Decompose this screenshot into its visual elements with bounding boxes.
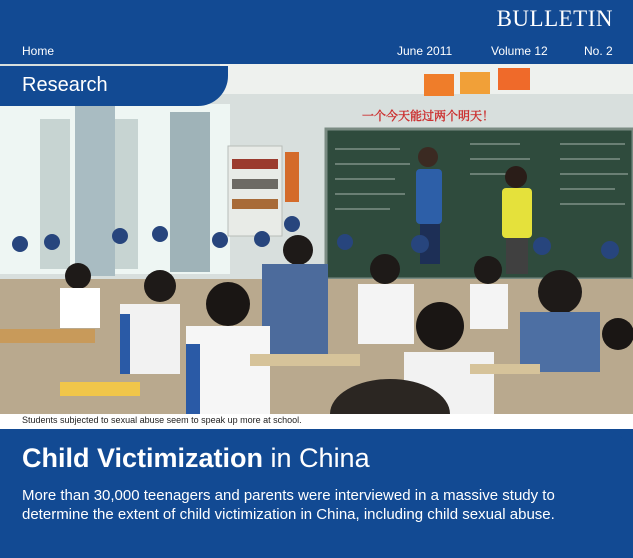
- section-label: Research: [22, 74, 108, 96]
- classroom-illustration: [0, 64, 633, 414]
- issue-volume: Volume 12: [491, 44, 548, 58]
- classroom-banner: 一个今天能过两个明天！: [362, 109, 495, 123]
- article-intro: [0, 429, 633, 558]
- issue-number: No. 2: [584, 44, 613, 58]
- article-title-bold: Child Victimization: [22, 443, 264, 473]
- masthead: [0, 0, 633, 70]
- issue-date: June 2011: [397, 44, 453, 58]
- photo-caption: Students subjected to sexual abuse seem to speak up more at school.: [22, 415, 302, 425]
- section-tab[interactable]: [0, 66, 228, 106]
- article-title: [22, 443, 370, 474]
- brand-logo: BULLETIN: [496, 6, 613, 31]
- article-deck: More than 30,000 teenagers and parents were interviewed in a massive study to determine the extent of child victimization in China, including child sexual abuse.: [22, 487, 555, 523]
- caption-strip: [0, 414, 633, 429]
- classroom-photo: [0, 64, 633, 414]
- article-title-rest: in China: [263, 443, 370, 473]
- nav-home-link[interactable]: Home: [22, 44, 55, 58]
